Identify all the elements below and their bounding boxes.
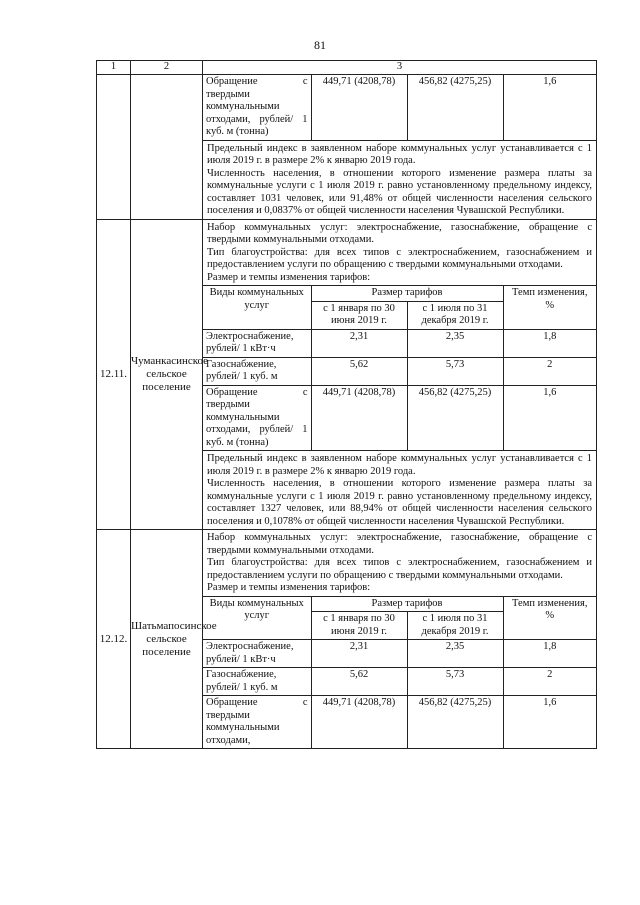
services-description: Набор коммунальных услуг: электроснабжение, газоснабжение, обращение с твердыми коммунальными отходами. Тип благоустройства: для всех типов с электроснабжением, газоснабжением и предоставлением услуги по обращению с твердыми коммунальными отходами. Размер и темпы изменения тарифов: (207, 221, 592, 283)
settlement-name: Шатьмапосинское сельское поселение (131, 530, 203, 749)
settlement-name: Чуманкасинское сельское поселение (131, 219, 203, 530)
row-number: 12.12. (97, 530, 131, 749)
table-row: Газоснабжение, рублей/ 1 куб. м 5,62 5,73 2 (203, 357, 596, 385)
index-paragraph: Предельный индекс в заявленном наборе коммунальных услуг устанавливается с 1 июля 2019 г. в размере 2% к январю 2019 года. Численность населения, в отношении которого изменение размера платы за коммунальные услуги с 1 июля 2019 г. равно установленному предельному индексу, составляет 1031 человек, или 91,48% от общей численности населения сельского поселения и 0,0837% от общей численности населения Чувашской Республики. (203, 140, 596, 219)
continuation-inner-table (203, 75, 596, 140)
tariff-table (96, 60, 597, 749)
continuation-row (97, 75, 597, 220)
table-row: Электроснабжение, рублей/ 1 кВт·ч 2,31 2,35 1,8 (203, 640, 596, 668)
tariff-inner-table: Виды коммунальных услуг Размер тарифов Темп изменения, % с 1 января по 30 июня 2019 г. с 1 июля по 31 декабря 2019 г. Электроснабжение, рублей/ 1 кВт·ч 2,31 2,35 1,8 Газоснабжение, рублей/ 1 куб. м 5,62 5,73 2 Обращение с твердыми коммунальными отходами, рублей/ 1 куб. м (тонна) 449,71 (4208,78) 456,82 (4275,25) 1,6 (203, 286, 596, 450)
index-paragraph: Предельный индекс в заявленном наборе коммунальных услуг устанавливается с 1 июля 2019 г. в размере 2% к январю 2019 года. Численность населения, в отношении которого изменение размера платы за коммунальные услуги с 1 июля 2019 г. равно установленному предельному индексу, составляет 1327 человек, или 88,94% от общей численности населения сельского поселения и 0,1078% от общей численности населения Чувашской Республики. (207, 453, 592, 527)
tariff-inner-table: Виды коммунальных услуг Размер тарифов Темп изменения, % с 1 января по 30 июня 2019 г. с 1 июля по 31 декабря 2019 г. Электроснабжение, рублей/ 1 кВт·ч 2,31 2,35 1,8 Газоснабжение, рублей/ 1 куб. м 5,62 5,73 2 Обращение с твердыми коммунальными отходами, 449,71 (4208,78) 456,82 (4275,25) 1,6 (203, 597, 596, 749)
row-number: 12.11. (97, 219, 131, 530)
header-col-2: 2 (131, 61, 203, 75)
table-row: Обращение с твердыми коммунальными отходами, рублей/ 1 куб. м (тонна) 449,71 (4208,78) 456,82 (4275,25) 1,6 (203, 385, 596, 450)
table-row: Обращение с твердыми коммунальными отходами, рублей/ 1 куб. м (тонна) 449,71 (4208,78) 456,82 (4275,25) 1,6 (203, 75, 596, 140)
page-number: 81 (314, 38, 326, 52)
services-description: Набор коммунальных услуг: электроснабжение, газоснабжение, обращение с твердыми коммунальными отходами. Тип благоустройства: для всех типов с электроснабжением, газоснабжением и предоставлением услуги по обращению с твердыми коммунальными отходами. Размер и темпы изменения тарифов: (207, 532, 592, 593)
settlement-row-12-11 (97, 219, 597, 530)
header-row (97, 61, 597, 75)
table-row: Газоснабжение, рублей/ 1 куб. м 5,62 5,73 2 (203, 668, 596, 696)
table-row: Электроснабжение, рублей/ 1 кВт·ч 2,31 2,35 1,8 (203, 329, 596, 357)
header-col-3: 3 (203, 61, 597, 75)
settlement-row-12-12 (97, 530, 597, 749)
table-row: Обращение с твердыми коммунальными отходами, 449,71 (4208,78) 456,82 (4275,25) 1,6 (203, 696, 596, 749)
header-col-1: 1 (97, 61, 131, 75)
